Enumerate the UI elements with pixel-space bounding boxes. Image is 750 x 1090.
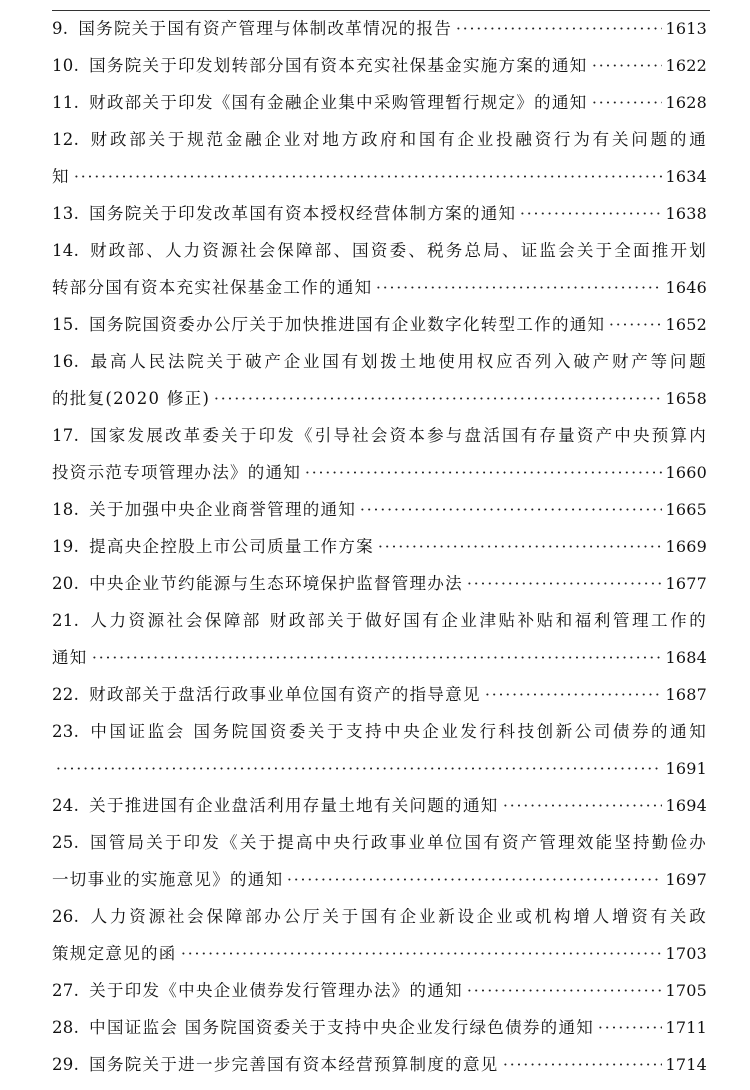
toc-line-last (52, 976, 707, 1013)
page-number: 1711 (665, 1018, 707, 1037)
toc-entry[interactable] (52, 680, 707, 717)
entry-title: 财政部关于盘活行政事业单位国有资产的指导意见 (89, 685, 481, 704)
toc-line-last (52, 754, 707, 791)
page-number: 1652 (665, 315, 707, 334)
toc-entry[interactable] (52, 791, 707, 828)
toc-entry[interactable] (52, 532, 707, 569)
page-number: 1613 (665, 19, 707, 38)
entry-number: 13. (52, 204, 80, 223)
toc-entry[interactable] (52, 51, 707, 88)
entry-title: 最高人民法院关于破产企业国有划拨土地使用权应否列入破产财产等问题 (89, 352, 707, 371)
page-number: 1694 (665, 796, 707, 815)
dot-leader (375, 286, 662, 289)
entry-number: 14. (52, 241, 80, 260)
dot-leader (591, 101, 663, 104)
entry-number: 11. (52, 93, 80, 112)
toc-entry[interactable] (52, 828, 707, 902)
dot-leader (608, 323, 662, 326)
toc-line (52, 125, 707, 162)
entry-title: 财政部关于规范金融企业对地方政府和国有企业投融资行为有关问题的通 (89, 130, 707, 149)
toc-line-last (52, 273, 707, 310)
entry-title: 投资示范专项管理办法》的通知 (52, 463, 302, 482)
page-number: 1714 (665, 1055, 707, 1074)
entry-number: 28. (52, 1018, 80, 1037)
entry-number: 23. (52, 722, 80, 741)
dot-leader (359, 508, 662, 511)
toc-entry[interactable] (52, 976, 707, 1013)
dot-leader (502, 1063, 663, 1066)
page-number: 1677 (665, 574, 707, 593)
toc-line-last (52, 458, 707, 495)
entry-title: 关于印发《中央企业债券发行管理办法》的通知 (89, 981, 463, 1000)
entry-title: 知 (52, 167, 70, 186)
dot-leader (377, 545, 663, 548)
entry-title: 国务院关于进一步完善国有资本经营预算制度的意见 (89, 1055, 499, 1074)
entry-title: 通知 (52, 648, 88, 667)
toc-entry[interactable] (52, 347, 707, 421)
toc-line (52, 236, 707, 273)
entry-number: 19. (52, 537, 80, 556)
entry-title: 提高央企控股上市公司质量工作方案 (89, 537, 374, 556)
entry-number: 9. (52, 19, 69, 38)
toc-entry[interactable] (52, 421, 707, 495)
toc-line (52, 347, 707, 384)
toc-entry[interactable] (52, 902, 707, 976)
toc-line-last (52, 162, 707, 199)
toc-entry[interactable] (52, 495, 707, 532)
entry-number: 21. (52, 611, 80, 630)
top-divider (52, 10, 710, 11)
entry-number: 26. (52, 907, 80, 926)
entry-number: 18. (52, 500, 80, 519)
entry-title: 中央企业节约能源与生态环境保护监督管理办法 (89, 574, 463, 593)
page-number: 1691 (665, 759, 707, 778)
dot-leader (455, 27, 662, 30)
dot-leader (591, 64, 663, 67)
toc-entry[interactable] (52, 125, 707, 199)
toc-entry[interactable] (52, 606, 707, 680)
entry-title: 转部分国有资本充实社保基金工作的通知 (52, 278, 373, 297)
entry-number: 16. (52, 352, 80, 371)
dot-leader (466, 989, 663, 992)
toc-line-last (52, 14, 707, 51)
toc-entry[interactable] (52, 236, 707, 310)
toc-line-last (52, 939, 707, 976)
entry-title: 国务院关于国有资产管理与体制改革情况的报告 (78, 19, 453, 38)
toc-line-last (52, 310, 707, 347)
toc-line-last (52, 643, 707, 680)
entry-title: 国务院国资委办公厅关于加快推进国有企业数字化转型工作的通知 (89, 315, 606, 334)
dot-leader (73, 175, 663, 178)
page-number: 1703 (665, 944, 707, 963)
toc-line-last (52, 51, 707, 88)
toc-entry[interactable] (52, 1013, 707, 1050)
entry-title: 国务院关于印发改革国有资本授权经营体制方案的通知 (89, 204, 517, 223)
entry-title: 中国证监会 国务院国资委关于支持中央企业发行绿色债券的通知 (89, 1018, 595, 1037)
toc-line (52, 902, 707, 939)
page-number: 1687 (665, 685, 707, 704)
toc-line-last (52, 384, 707, 421)
toc-line (52, 828, 707, 865)
dot-leader (304, 471, 662, 474)
entry-title: 人力资源社会保障部 财政部关于做好国有企业津贴补贴和福利管理工作的 (89, 611, 707, 630)
dot-leader (55, 767, 662, 770)
toc-line-last (52, 569, 707, 606)
entry-number: 29. (52, 1055, 80, 1074)
toc-entry[interactable] (52, 569, 707, 606)
page-number: 1669 (665, 537, 707, 556)
toc-line-last (52, 532, 707, 569)
dot-leader (466, 582, 663, 585)
entry-number: 17. (52, 426, 80, 445)
entry-number: 24. (52, 796, 80, 815)
toc-entry[interactable] (52, 310, 707, 347)
toc-line-last (52, 1050, 707, 1087)
toc-entry[interactable] (52, 14, 707, 51)
toc-line-last (52, 88, 707, 125)
entry-number: 15. (52, 315, 80, 334)
page-number: 1660 (665, 463, 707, 482)
page-number: 1684 (665, 648, 707, 667)
page-number: 1665 (665, 500, 707, 519)
page-number: 1628 (665, 93, 707, 112)
toc-line-last (52, 791, 707, 828)
entry-number: 25. (52, 833, 80, 852)
toc-entry[interactable] (52, 1050, 707, 1087)
page-number: 1622 (665, 56, 707, 75)
entry-title: 国家发展改革委关于印发《引导社会资本参与盘活国有存量资产中央预算内 (89, 426, 707, 445)
entry-title: 国管局关于印发《关于提高中央行政事业单位国有资产管理效能坚持勤俭办 (89, 833, 707, 852)
toc-line-last (52, 1013, 707, 1050)
page-number: 1638 (665, 204, 707, 223)
dot-leader (286, 878, 662, 881)
toc-line-last (52, 865, 707, 902)
toc-line (52, 421, 707, 458)
toc-line-last (52, 199, 707, 236)
dot-leader (597, 1026, 662, 1029)
dot-leader (519, 212, 662, 215)
entry-title: 关于加强中央企业商誉管理的通知 (89, 500, 357, 519)
entry-number: 27. (52, 981, 80, 1000)
dot-leader (484, 693, 663, 696)
page-number: 1634 (665, 167, 707, 186)
entry-title: 国务院关于印发划转部分国有资本充实社保基金实施方案的通知 (89, 56, 588, 75)
page-number: 1697 (665, 870, 707, 889)
page-number: 1646 (665, 278, 707, 297)
dot-leader (180, 952, 663, 955)
dot-leader (213, 397, 662, 400)
page-number: 1705 (665, 981, 707, 1000)
entry-number: 10. (52, 56, 80, 75)
dot-leader (91, 656, 663, 659)
entry-title: 财政部、人力资源社会保障部、国资委、税务总局、证监会关于全面推开划 (89, 241, 707, 260)
entry-number: 12. (52, 130, 80, 149)
entry-number: 22. (52, 685, 80, 704)
entry-title: 财政部关于印发《国有金融企业集中采购管理暂行规定》的通知 (89, 93, 588, 112)
table-of-contents (52, 14, 707, 1087)
toc-line-last (52, 495, 707, 532)
toc-entry[interactable] (52, 88, 707, 125)
entry-title: 人力资源社会保障部办公厅关于国有企业新设企业或机构增人增资有关政 (89, 907, 707, 926)
dot-leader (502, 804, 663, 807)
entry-title: 关于推进国有企业盘活利用存量土地有关问题的通知 (89, 796, 499, 815)
toc-entry[interactable] (52, 199, 707, 236)
toc-entry[interactable] (52, 717, 707, 791)
entry-title: 的批复(2020 修正) (52, 389, 211, 408)
entry-number: 20. (52, 574, 80, 593)
entry-title: 中国证监会 国务院国资委关于支持中央企业发行科技创新公司债券的通知 (89, 722, 707, 741)
toc-line (52, 717, 707, 754)
entry-title: 一切事业的实施意见》的通知 (52, 870, 284, 889)
entry-title: 策规定意见的函 (52, 944, 177, 963)
toc-line (52, 606, 707, 643)
toc-line-last (52, 680, 707, 717)
page-number: 1658 (665, 389, 707, 408)
